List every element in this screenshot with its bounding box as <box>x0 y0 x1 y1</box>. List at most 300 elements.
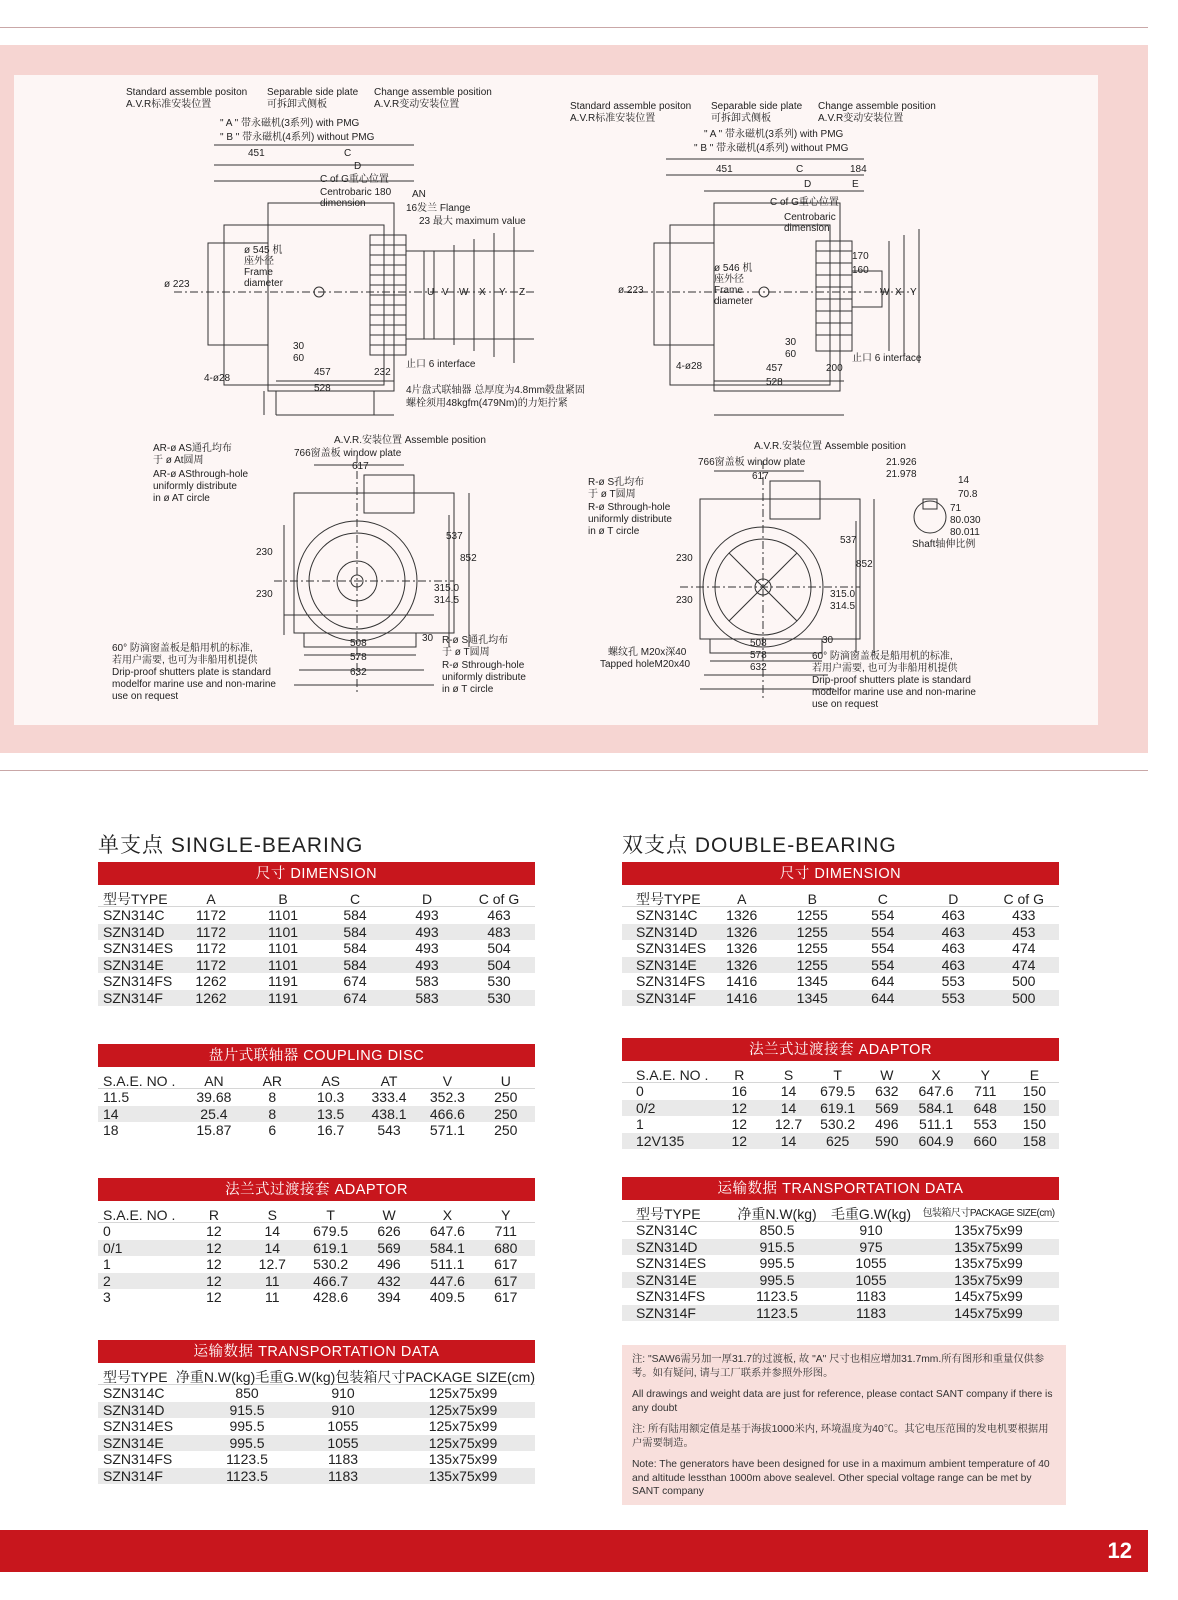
change-pos-cn: A.V.R变动安装位置 <box>374 99 460 110</box>
cell: 135x75x99 <box>428 1467 498 1484</box>
br-dim-230a: 230 <box>676 553 693 564</box>
br-drip-3: Drip-proof shutters plate is standard <box>812 675 971 686</box>
dim-d: D <box>354 161 362 172</box>
max-value-label: 23 最大 maximum value <box>419 216 526 227</box>
cell: SZN314D <box>103 923 165 940</box>
cell: 135x75x99 <box>954 1238 1023 1255</box>
cell: 910 <box>331 1401 355 1418</box>
col-c: C <box>349 891 361 907</box>
cell: 12 <box>206 1223 222 1239</box>
col-c: C <box>877 891 888 907</box>
cell: 680 <box>494 1239 518 1256</box>
cell: 493 <box>415 923 439 940</box>
table-row <box>98 1435 535 1452</box>
cell: SZN314FS <box>103 1451 173 1467</box>
dim-x: X <box>479 287 486 298</box>
col-ar: AR <box>262 1073 283 1089</box>
note-cn-2: 注: 所有陆用额定值是基于海拔1000米内, 环境温度为40℃。其它电压范围的发电机要根据用户需要制造。 <box>632 1424 1049 1449</box>
single-transport-header: 运输数据 TRANSPORTATION DATA <box>98 1340 535 1363</box>
col-as: AS <box>321 1073 341 1089</box>
cell: 530 <box>487 989 511 1006</box>
col-cofg: C of G <box>1003 891 1044 907</box>
br-dim-508: 508 <box>750 638 767 649</box>
table-row <box>98 1106 535 1123</box>
cell: 15.87 <box>196 1122 232 1138</box>
cell: 647.6 <box>429 1223 465 1239</box>
cell: 604.9 <box>918 1132 954 1149</box>
table-row <box>622 940 1059 957</box>
bl-ar-cn2: 于 ø At圆周 <box>153 455 204 466</box>
cell: 352.3 <box>429 1089 465 1105</box>
r-dim-60: 60 <box>785 349 797 360</box>
r-std-pos-cn: A.V.R标准安装位置 <box>570 113 656 124</box>
br-r-en3: in ø T circle <box>588 526 640 537</box>
br-shaft-a: 21.926 <box>886 457 917 468</box>
bl-dim-315: 315.0 <box>434 583 460 594</box>
cell: SZN314ES <box>636 1255 707 1271</box>
cell: 995.5 <box>229 1434 265 1451</box>
table-row <box>622 1100 1059 1117</box>
table-row <box>98 924 535 941</box>
col-t: T <box>833 1067 842 1083</box>
cell: SZN314D <box>636 1238 698 1255</box>
cell: 12 <box>206 1289 222 1305</box>
single-bearing-title: 单支点 SINGLE-BEARING <box>98 834 364 857</box>
b-note: " B " 带永磁机(4系列) without PMG <box>220 132 375 143</box>
bl-dim-230a: 230 <box>256 547 273 558</box>
table-row <box>622 973 1059 990</box>
col-sae: S.A.E. NO . <box>103 1207 176 1223</box>
cell: 1191 <box>267 989 299 1006</box>
br-dim-617: 617 <box>752 471 769 482</box>
cell: 125x75x99 <box>428 1418 498 1434</box>
col-at: AT <box>380 1073 398 1089</box>
table-row <box>622 1255 1059 1272</box>
std-pos-en: Standard assemble positon <box>126 87 248 98</box>
cell: 625 <box>825 1132 850 1149</box>
cell: 447.6 <box>429 1272 465 1289</box>
cell: 12 <box>731 1099 748 1116</box>
cell: 14 <box>780 1083 797 1099</box>
col-gw: 毛重G.W(kg) <box>830 1206 912 1222</box>
cell: 504 <box>487 940 511 956</box>
cell: 1262 <box>195 989 227 1006</box>
cell: SZN314F <box>103 989 163 1006</box>
br-dim-314: 314.5 <box>830 601 856 612</box>
cell: 647.6 <box>918 1083 954 1099</box>
br-shaft-80a: 80.030 <box>950 515 981 526</box>
cell: 1172 <box>195 956 227 973</box>
r-change-pos-cn: A.V.R变动安装位置 <box>818 113 904 124</box>
bl-r-en1: R-ø Sthrough-hole <box>442 660 525 671</box>
cell: 0/2 <box>636 1099 656 1116</box>
cell: SZN314FS <box>636 1288 706 1304</box>
cell: 571.1 <box>429 1122 465 1138</box>
col-type: 型号TYPE <box>103 891 168 907</box>
r-dim-w: W <box>880 287 890 298</box>
cell: 1123.5 <box>756 1304 798 1321</box>
cell: SZN314C <box>636 907 698 923</box>
cell: 493 <box>415 940 439 956</box>
cell: 433 <box>1012 907 1036 923</box>
cell: SZN314E <box>103 956 164 973</box>
r-centrobaric-label: Centrobaric <box>784 212 836 223</box>
table-row <box>622 990 1059 1007</box>
col-s: S <box>267 1207 277 1223</box>
table-row <box>98 940 535 957</box>
br-dim-30: 30 <box>822 635 834 646</box>
cell: SZN314F <box>636 989 696 1006</box>
cell: 1255 <box>796 923 828 940</box>
footer-bar <box>0 1530 1148 1572</box>
cell: 11 <box>265 1289 280 1305</box>
cell: 463 <box>487 907 511 923</box>
cell: SZN314FS <box>636 973 706 989</box>
br-r-en2: uniformly distribute <box>588 514 672 525</box>
cell: 0/1 <box>103 1239 123 1256</box>
cell: 12 <box>206 1256 222 1272</box>
dim-60: 60 <box>293 353 305 364</box>
col-v: V <box>442 1073 453 1089</box>
cell: 16.7 <box>317 1122 345 1138</box>
bl-dim-314: 314.5 <box>434 595 460 606</box>
cell: SZN314ES <box>103 1418 174 1434</box>
cell: 569 <box>377 1239 401 1256</box>
cell: 995.5 <box>759 1271 795 1288</box>
r-dim-30: 30 <box>785 337 797 348</box>
r-dim-457: 457 <box>766 363 783 374</box>
cell: 711 <box>974 1083 997 1099</box>
cell: 12 <box>731 1132 748 1149</box>
std-pos-cn: A.V.R标准安装位置 <box>126 99 212 110</box>
page-number: 12 <box>1107 1538 1132 1563</box>
cell: 619.1 <box>820 1099 856 1116</box>
br-dim-852: 852 <box>856 559 873 570</box>
cell: 583 <box>415 989 439 1006</box>
cell: 995.5 <box>759 1255 795 1271</box>
cell: 394 <box>377 1289 401 1305</box>
table-row <box>622 1116 1059 1133</box>
cell: 496 <box>377 1256 401 1272</box>
double-transport-columns <box>622 1200 1059 1222</box>
single-transport-columns <box>98 1363 535 1385</box>
cell: 584 <box>343 907 367 923</box>
col-r: R <box>208 1207 219 1223</box>
table-row <box>622 1133 1059 1150</box>
double-transport-table <box>622 1177 1059 1321</box>
cell: 1416 <box>726 989 758 1006</box>
cell: 1101 <box>267 940 299 956</box>
cell: 679.5 <box>313 1223 349 1239</box>
col-nw: 净重N.W(kg) <box>175 1369 256 1385</box>
col-package: 包装箱尺寸PACKAGE SIZE(cm) <box>335 1369 535 1385</box>
table-row <box>622 1288 1059 1305</box>
coupling-disc-columns <box>98 1067 535 1089</box>
cell: 543 <box>377 1122 401 1138</box>
br-avr-pos: A.V.R.安装位置 Assemble position <box>754 441 906 452</box>
cell: 14 <box>780 1099 797 1116</box>
r-dimension-label: dimension <box>784 223 830 234</box>
bl-ar-en1: AR-ø ASthrough-hole <box>153 469 249 480</box>
r-dim-e: E <box>852 179 859 190</box>
br-shaft-708: 70.8 <box>958 489 978 500</box>
cell: 6 <box>268 1122 277 1138</box>
cell: 8 <box>268 1105 277 1122</box>
br-dim-632: 632 <box>750 662 767 673</box>
col-r: R <box>734 1067 745 1083</box>
r-b-note: " B " 带永磁机(4系列) without PMG <box>694 143 849 154</box>
cell: 493 <box>415 907 439 923</box>
single-transport-body <box>98 1385 535 1484</box>
table-row <box>98 1223 535 1240</box>
r-dim-c: C <box>796 164 804 175</box>
cell: 250 <box>494 1105 518 1122</box>
cell: 1183 <box>327 1451 359 1467</box>
col-package: 包装箱尺寸PACKAGE SIZE(cm) <box>922 1208 1055 1219</box>
cell: 617 <box>494 1272 518 1289</box>
cell: 1 <box>103 1256 111 1272</box>
cell: 438.1 <box>371 1105 407 1122</box>
cell: 553 <box>941 989 965 1006</box>
col-type: 型号TYPE <box>103 1369 168 1385</box>
cell: 850.5 <box>759 1222 795 1238</box>
double-adaptor-body <box>622 1083 1059 1149</box>
bl-ar-en2: uniformly distribute <box>153 481 237 492</box>
cell: 14 <box>264 1223 281 1239</box>
bl-dim-30: 30 <box>422 633 434 644</box>
double-dimension-header: 尺寸 DIMENSION <box>622 862 1059 885</box>
cell: 1123.5 <box>226 1467 268 1484</box>
cell: 496 <box>875 1116 899 1132</box>
r-hole-label: 4-ø28 <box>676 361 703 372</box>
cell: 158 <box>1022 1132 1047 1149</box>
cell: 554 <box>871 940 895 956</box>
cell: 16 <box>731 1083 748 1099</box>
notes-box <box>622 1345 1066 1505</box>
col-x: X <box>442 1207 453 1223</box>
cell: 644 <box>871 973 895 989</box>
cell: 333.4 <box>371 1089 407 1105</box>
cell: 14 <box>780 1132 797 1149</box>
col-w: W <box>382 1207 396 1223</box>
col-y: Y <box>501 1207 511 1223</box>
cell: 584 <box>343 956 367 973</box>
cell: 125x75x99 <box>428 1385 498 1401</box>
table-row <box>98 1289 535 1306</box>
cell: 1123.5 <box>226 1451 268 1467</box>
cell: SZN314C <box>103 907 165 923</box>
cell: 409.5 <box>429 1289 465 1305</box>
table-row <box>98 1418 535 1435</box>
cell: 250 <box>494 1089 518 1105</box>
dim-30: 30 <box>293 341 305 352</box>
double-dimension-table <box>622 862 1059 1006</box>
cell: 1345 <box>796 989 828 1006</box>
br-dim-230b: 230 <box>676 595 693 606</box>
cell: 617 <box>494 1289 518 1305</box>
cell: 584.1 <box>429 1239 465 1256</box>
double-dimension-columns <box>622 885 1059 907</box>
cell: 1172 <box>195 940 227 956</box>
cell: 135x75x99 <box>428 1451 498 1467</box>
coupling-note-2: 螺栓须用48kgfm(479Nm)的力矩拧紧 <box>406 398 568 409</box>
cell: 125x75x99 <box>428 1434 498 1451</box>
end-view-single <box>274 455 469 695</box>
table-row <box>622 1222 1059 1239</box>
cell: 679.5 <box>820 1083 856 1099</box>
dim-457: 457 <box>314 367 331 378</box>
br-tapped-cn: 螺纹孔 M20x深40 <box>608 647 687 658</box>
r-dim-x: X <box>895 287 902 298</box>
cell: SZN314E <box>636 1271 697 1288</box>
cell: SZN314D <box>636 923 698 940</box>
coupling-disc-body <box>98 1089 535 1139</box>
cell: 554 <box>871 907 895 923</box>
coupling-note-1: 4片盘式联轴器 总厚度为4.8mm毂盘紧固 <box>406 385 585 396</box>
dim-528: 528 <box>314 383 331 394</box>
single-dimension-columns <box>98 885 535 907</box>
single-adaptor-columns <box>98 1201 535 1223</box>
r-dim-y: Y <box>910 287 917 298</box>
table-row <box>98 907 535 924</box>
table-row <box>98 1122 535 1139</box>
br-tapped-en: Tapped holeM20x40 <box>600 659 691 670</box>
br-drip-4: modelfor marine use and non-marine <box>812 687 976 698</box>
cell: 1255 <box>796 956 828 973</box>
bl-r-en3: in ø T circle <box>442 684 494 695</box>
coupling-disc-header: 盘片式联轴器 COUPLING DISC <box>98 1044 535 1067</box>
table-row <box>622 1305 1059 1322</box>
cell: 975 <box>859 1238 883 1255</box>
side-plate-en: Separable side plate <box>267 87 359 98</box>
note-en-1: All drawings and weight data are just for reference, please contact SANT company if there is any doubt <box>632 1389 1053 1414</box>
note-en-2: Note: The generators have been designed for use in a maximum ambient temperature of 40 and altitude lessthan 1000m above sealevel. Other special voltage range can be met by SANT company <box>632 1459 1050 1497</box>
br-shaft-14: 14 <box>958 475 970 486</box>
bl-dim-632: 632 <box>350 667 367 678</box>
bl-dim-578: 578 <box>350 652 367 663</box>
double-adaptor-table <box>622 1038 1059 1149</box>
dim-v: V <box>442 287 449 298</box>
cell: 617 <box>494 1256 518 1272</box>
cell: 453 <box>1012 923 1036 940</box>
single-adaptor-body <box>98 1223 535 1306</box>
cell: SZN314E <box>103 1434 164 1451</box>
cell: 3 <box>103 1289 111 1305</box>
br-window-plate: 766窗盖板 window plate <box>698 457 806 468</box>
cell: 1416 <box>726 973 758 989</box>
cell: 12V135 <box>636 1132 685 1149</box>
cell: 711 <box>494 1223 517 1239</box>
cell: 1172 <box>195 907 227 923</box>
cell: 12.7 <box>258 1256 286 1272</box>
cell: 1262 <box>195 973 227 989</box>
col-cofg: C of G <box>478 891 520 907</box>
cell: 8 <box>268 1089 277 1105</box>
table-row <box>98 1256 535 1273</box>
cell: 1326 <box>726 907 758 923</box>
dim-y: Y <box>499 287 506 298</box>
r-dim-170: 170 <box>852 251 869 262</box>
cell: 1101 <box>267 907 299 923</box>
cell: 150 <box>1022 1099 1047 1116</box>
cell: 1055 <box>855 1255 887 1271</box>
dim-w: W <box>459 287 469 298</box>
br-r-cn2: 于 ø T圆周 <box>588 489 636 500</box>
cell: 12 <box>206 1239 222 1256</box>
col-x: X <box>931 1067 941 1083</box>
cell: SZN314ES <box>636 940 707 956</box>
cell: 135x75x99 <box>954 1255 1023 1271</box>
a-note: " A " 带永磁机(3系列) with PMG <box>220 118 360 129</box>
cell: 910 <box>331 1385 355 1401</box>
r-dim-200: 200 <box>826 363 843 374</box>
br-drip-5: use on request <box>812 699 879 710</box>
cell: 18 <box>103 1122 119 1138</box>
table-row <box>98 1240 535 1257</box>
br-drip-1: 60° 防滴窗盖板是船用机的标准, <box>812 651 953 662</box>
cell: 1 <box>636 1116 644 1132</box>
cell: 428.6 <box>313 1289 349 1305</box>
cell: 632 <box>875 1083 899 1099</box>
single-dimension-table <box>98 862 535 1006</box>
cell: 1055 <box>327 1434 359 1451</box>
cell: 648 <box>973 1099 997 1116</box>
cell: 463 <box>941 907 965 923</box>
cell: 250 <box>494 1122 518 1138</box>
table-row <box>622 1083 1059 1100</box>
single-adaptor-table <box>98 1178 535 1306</box>
cell: 10.3 <box>317 1089 345 1105</box>
single-dimension-header: 尺寸 DIMENSION <box>98 862 535 885</box>
cell: 584 <box>343 940 367 956</box>
cell: 511.1 <box>430 1256 465 1272</box>
cell: 674 <box>343 973 367 989</box>
cell: SZN314F <box>103 1467 163 1484</box>
r-frame-diameter-label: ø 546 机座外径 Frame diameter <box>714 263 753 307</box>
cell: 39.68 <box>196 1089 232 1105</box>
cell: 474 <box>1012 956 1036 973</box>
frame-diameter-label: ø 545 机座外径 Frame diameter <box>244 245 283 289</box>
dim-u: U <box>427 287 435 298</box>
middle-rule <box>0 770 1148 771</box>
br-shaft-b: 21.978 <box>886 469 917 480</box>
br-r-en1: R-ø Sthrough-hole <box>588 502 671 513</box>
cell: 1345 <box>796 973 828 989</box>
cell: 553 <box>973 1116 997 1132</box>
col-gw: 毛重G.W(kg) <box>255 1369 336 1385</box>
table-row <box>98 1089 535 1106</box>
cell: 12.7 <box>774 1116 803 1132</box>
double-adaptor-header: 法兰式过渡接套 ADAPTOR <box>622 1038 1059 1061</box>
single-adaptor-header: 法兰式过渡接套 ADAPTOR <box>98 1178 535 1201</box>
cell: 12 <box>731 1116 748 1132</box>
col-d: D <box>421 891 433 907</box>
bl-ar-cn1: AR-ø AS通孔均布 <box>153 443 232 454</box>
cell: 583 <box>415 973 439 989</box>
flange-label: 16发兰 Flange <box>406 203 471 214</box>
r-dim-d: D <box>804 179 812 190</box>
double-transport-header: 运输数据 TRANSPORTATION DATA <box>622 1177 1059 1200</box>
cell: 1326 <box>726 956 758 973</box>
cell: 504 <box>487 956 511 973</box>
cell: 474 <box>1012 940 1036 956</box>
br-shaft-label: Shaft轴伸比例 <box>912 539 976 550</box>
cell: 11.5 <box>103 1089 130 1105</box>
cell: 12 <box>206 1272 222 1289</box>
cell: 150 <box>1022 1116 1047 1132</box>
cell: 530 <box>487 973 511 989</box>
bl-dim-230b: 230 <box>256 589 273 600</box>
